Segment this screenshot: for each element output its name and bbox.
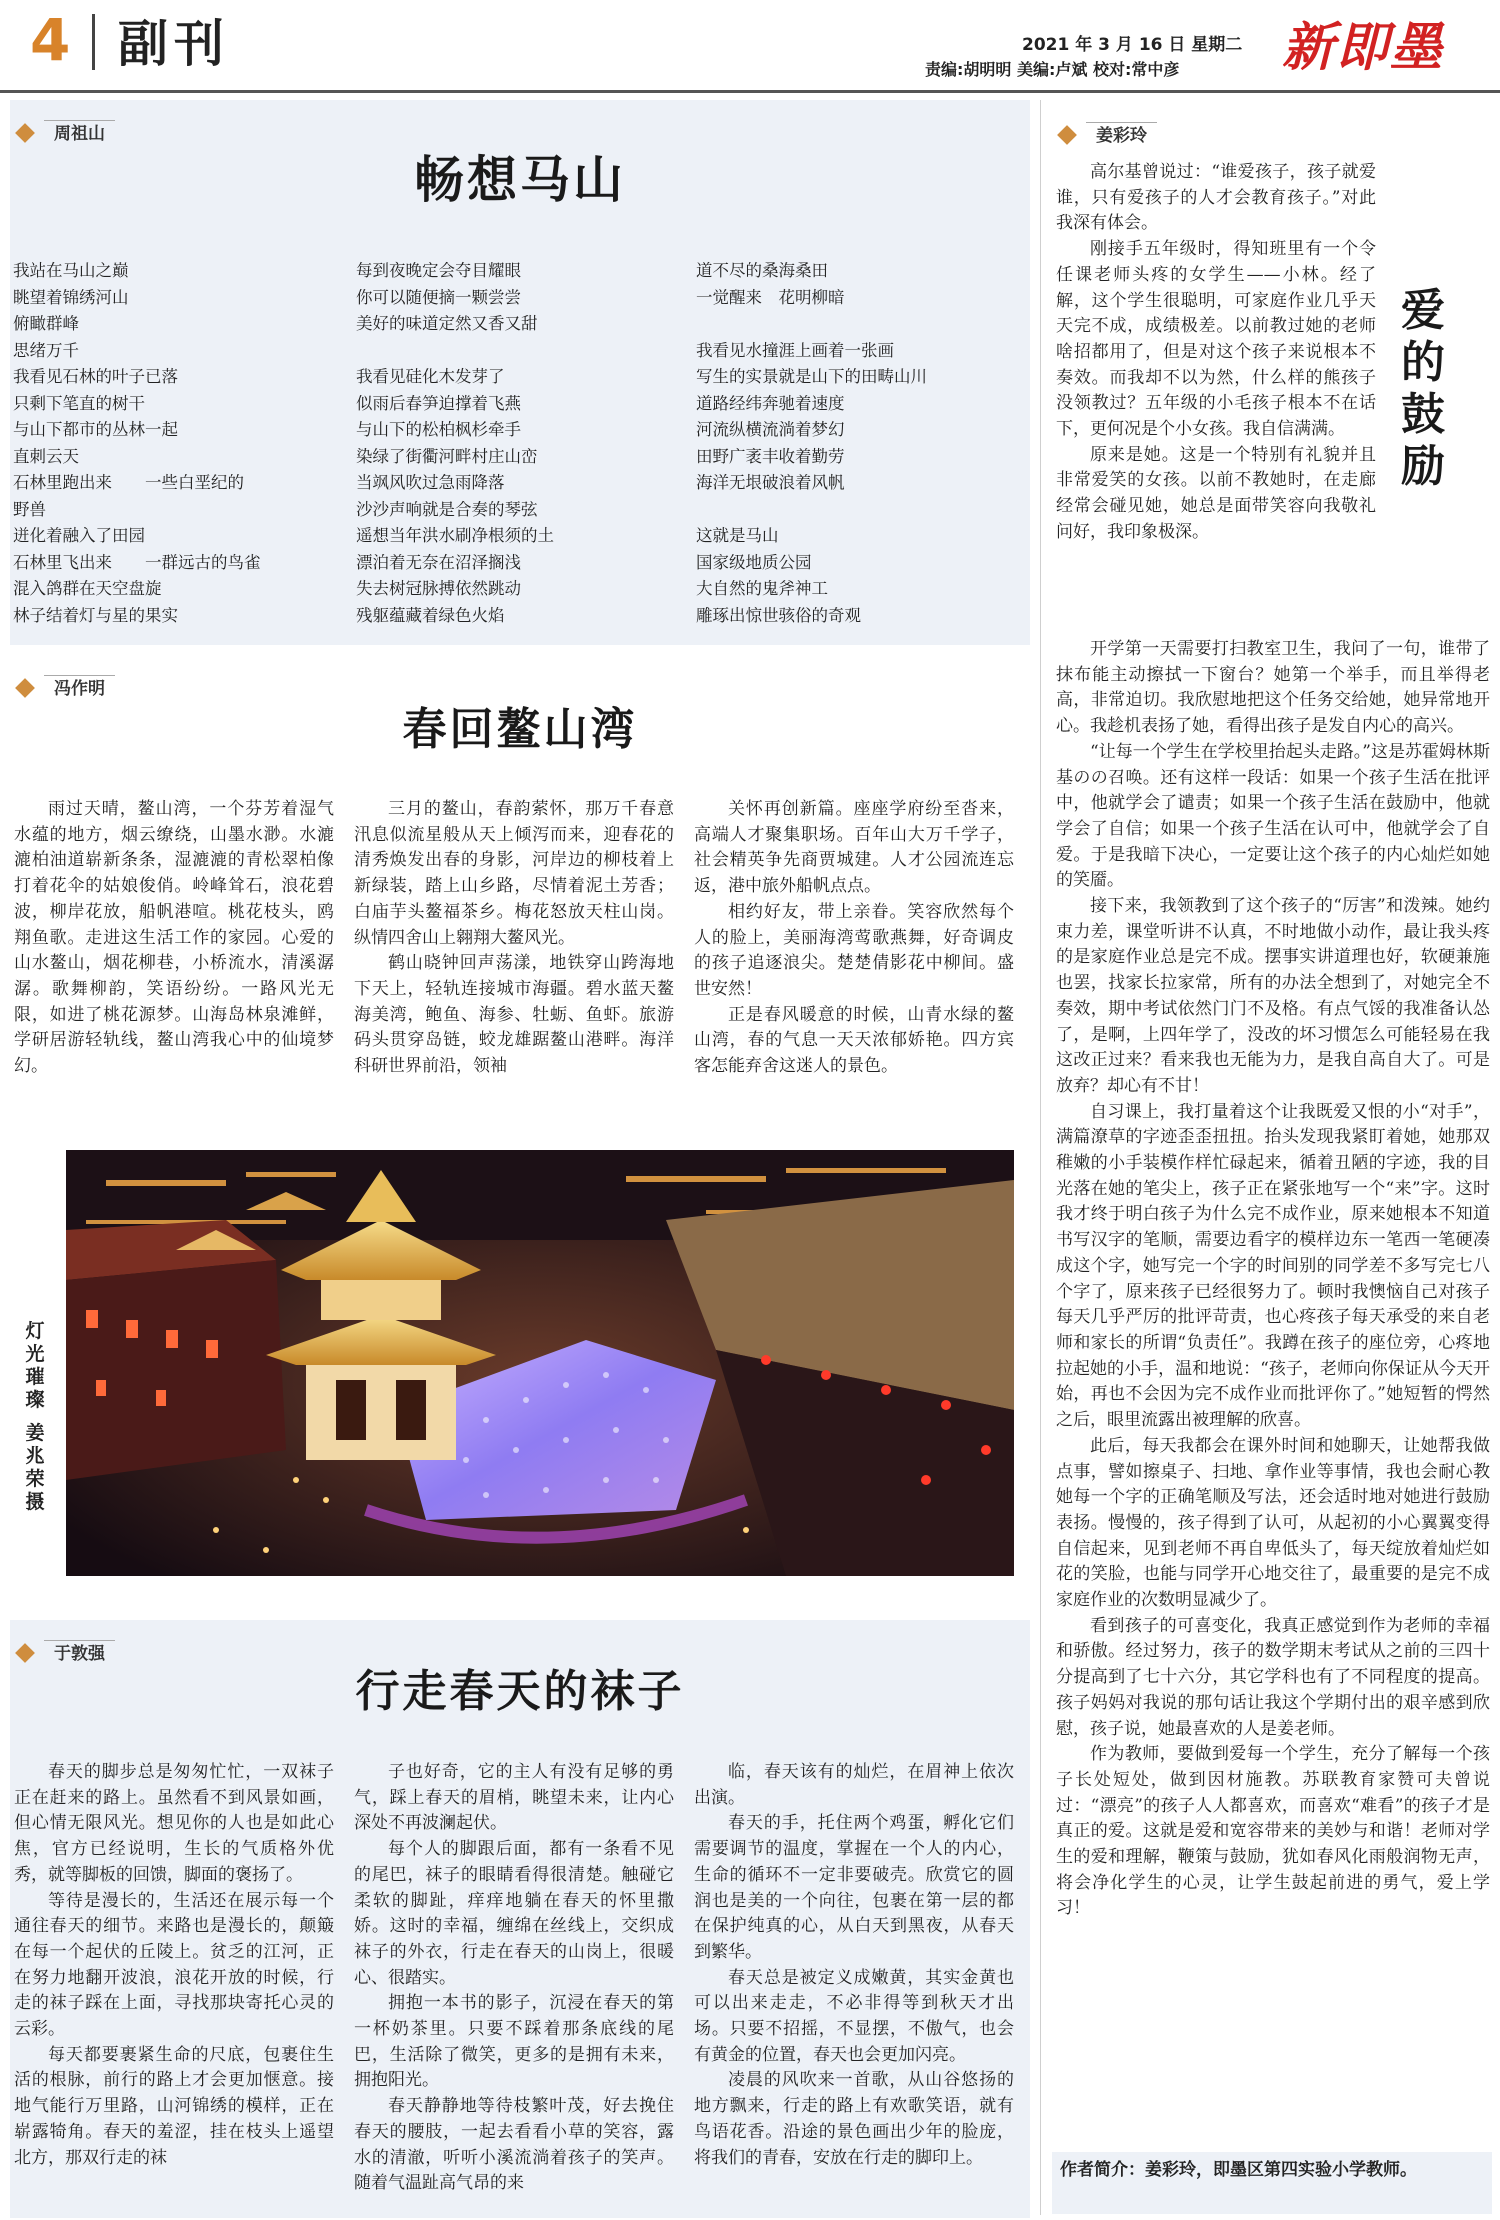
author-tag-spring [10, 673, 115, 703]
poem-line: 眺望着锦绣河山 [13, 287, 129, 307]
caption-credit: 姜兆荣 摄 [25, 1422, 64, 1513]
poem-line: 我看见石林的叶子已落 [13, 367, 178, 386]
column-rule [1040, 100, 1041, 2215]
paragraph: 凌晨的风吹来一首歌，从山谷悠扬的地方飘来，行走的路上有欢歌笑语，就有鸟语花香。沿途的景色画出少年的脸庞，将我们的青春，安放在行走的脚印上。 [694, 2070, 1014, 2168]
paragraph: 鹤山晓钟回声荡漾，地铁穿山跨海地下天上，轻轨连接城市海疆。碧水蓝天鳌海美湾，鲍鱼、海参、牡蛎、鱼虾。旅游码头贯穿岛链，蛟龙雄踞鳌山港畔。海洋科研世界前沿，领袖 [354, 953, 674, 1077]
poem-line: 海洋无垠破浪着风帆 [696, 473, 845, 492]
sock-column-3 [694, 1760, 1014, 2171]
spring-column-2 [354, 797, 674, 1080]
poem-line: 与山下的松柏枫杉牵手 [356, 420, 521, 439]
author-name: 周祖山 [44, 120, 115, 147]
poem-line: 思绪万千 [13, 340, 79, 360]
poem-column-3 [696, 258, 1026, 629]
author-tag-love [1052, 120, 1157, 150]
diamond-icon [15, 1643, 35, 1663]
sock-column-2 [354, 1760, 674, 2197]
poem-line: 每到夜晚定会夺目耀眼 [356, 261, 521, 280]
poem-line: 石林里飞出来 一群远古的鸟雀 [13, 552, 261, 572]
paragraph: 春天的脚步总是匆匆忙忙，一双袜子正在赶来的路上。虽然看不到风景如画，但心情无限风光。想见你的人也是如此心焦，官方已经说明，生长的气质格外优秀，就等脚板的回馈，脚面的褒扬了。 [14, 1762, 334, 1885]
photo-illustration [66, 1150, 1014, 1576]
sock-column-1 [14, 1760, 334, 2171]
poem-title: 畅想马山 [414, 151, 626, 209]
paragraph: 每个人的脚跟后面，都有一条看不见的尾巴，袜子的眼睛看得很清楚。触碰它柔软的脚趾，痒痒地躺在春天的怀里撒娇。这时的幸福，缠绵在丝线上，交织成袜子的外衣，行走在春天的山岗上，很暖心、很踏实。 [354, 1839, 674, 1988]
diamond-icon [15, 123, 35, 143]
poem-line: 河流纵横流淌着梦幻 [696, 420, 845, 439]
poem-line: 失去树冠脉搏依然跳动 [356, 579, 521, 598]
author-tag-poem [10, 118, 115, 148]
poem-line: 残躯蕴藏着绿色火焰 [356, 605, 505, 625]
paragraph: 三月的鳌山，春韵萦怀，那万千春意汛息似流星般从天上倾泻而来，迎春花的清秀焕发出春的身影，河岸边的柳枝着上新绿装，踏上山乡路，尽情着泥土芳香；白庙芋头鳌福茶乡。梅花怒放天柱山岗。纵情四舍山上翱翔大鳌风光。 [354, 799, 674, 948]
poem-line: 直刺云天 [13, 446, 79, 466]
diamond-icon [1057, 125, 1077, 145]
author-name: 冯作明 [44, 675, 115, 702]
poem-line: 道路经纬奔驰着速度 [696, 393, 845, 413]
poem-line: 大自然的鬼斧神工 [696, 579, 828, 598]
paragraph: 春天总是被定义成嫩黄，其实金黄也可以出来走走，不必非得等到秋天才出场。只要不招摇，不显摆，不傲气，也会有黄金的位置，春天也会更加闪亮。 [694, 1967, 1014, 2065]
poem-line: 道不尽的桑海桑田 [696, 261, 828, 280]
poem-line: 染绿了街衢河畔村庄山峦 [356, 446, 538, 466]
poem-line: 雕琢出惊世骇俗的奇观 [696, 605, 861, 625]
page-number: 4 [30, 6, 71, 74]
poem-line: 迸化着融入了田园 [13, 526, 145, 545]
paragraph: 正是春风暖意的时候，山青水绿的鳌山湾，春的气息一天天浓郁娇艳。四方宾客怎能弃舍这迷人的景色。 [694, 1004, 1014, 1077]
photo-caption [20, 1320, 64, 1514]
poem-line: 野兽 [13, 499, 46, 519]
paragraph: 高尔基曾说过：“谁爱孩子，孩子就爱谁，只有爱孩子的人才会教育孩子。”对此我深有体会。 [1056, 162, 1376, 234]
poem-line [696, 497, 1026, 524]
paragraph: 春天的手，托住两个鸡蛋，孵化它们需要调节的温度，掌握在一个人的内心，生命的循环不一定非要破壳。欣赏它的圆润也是美的一个向往，包裹在第一层的都在保护纯真的心，从白天到黑夜，从春天到繁华。 [694, 1813, 1014, 1962]
paragraph: 每天都要裹紧生命的尺底，包裹住生活的根脉，前行的路上才会更加惬意。接地气能行万里路，山河锦绣的模样，正在崭露犄角。春天的羞涩，挂在枝头上遥望北方，那双行走的袜 [14, 2044, 334, 2168]
author-bio: 作者简介：姜彩玲，即墨区第四实验小学教师。 [1060, 2160, 1417, 2180]
poem-line [356, 338, 686, 365]
poem-line: 我看见水撞涯上画着一张画 [696, 340, 894, 360]
poem-line: 俯瞰群峰 [13, 314, 79, 333]
love-title: 爱的鼓励 [1401, 285, 1445, 492]
newspaper-logo: 新即墨 [1282, 17, 1445, 78]
paragraph: 拥抱一本书的影子，沉浸在春天的第一杯奶茶里。只要不踩着那条底线的尾巴，生活除了微笑，更多的是拥有未来，拥抱阳光。 [354, 1993, 674, 2091]
poem-line: 遥想当年洪水刷净根须的土 [356, 526, 554, 545]
author-name: 姜彩玲 [1086, 122, 1157, 149]
paragraph: 临，春天该有的灿烂，在眉神上依次出演。 [694, 1762, 1014, 1808]
caption-title: 灯光璀璨 [25, 1320, 45, 1411]
paragraph: 相约好友，带上亲眷。笑容欣然每个人的脸上，美丽海湾莺歌燕舞，好奇调皮的孩子追逐浪尖。楚楚倩影花中柳间。盛世安然！ [694, 901, 1014, 999]
poem-line: 写生的实景就是山下的田畴山川 [696, 367, 927, 386]
paragraph: 看到孩子的可喜变化，我真正感觉到作为老师的幸福和骄傲。经过努力，孩子的数学期末考试从之前的三四十分提高到了七十六分，其它学科也有了不同程度的提高。孩子妈妈对我说的那句话让我这个学期付出的艰辛感到欣慰，孩子说，她最喜欢的人是姜老师。 [1056, 1615, 1490, 1739]
issue-date: 2021 年 3 月 16 日 星期二 [1022, 35, 1243, 55]
section-title: 副刊 [118, 15, 230, 73]
night-lantern-photo [66, 1150, 1014, 1576]
poem-line: 我看见硅化木发芽了 [356, 367, 505, 386]
author-name: 于敦强 [44, 1640, 115, 1667]
poem-line: 与山下都市的丛林一起 [13, 420, 178, 439]
paragraph: 子也好奇，它的主人有没有足够的勇气，踩上春天的眉梢，眺望未来，让内心深处不再波澜起伏。 [354, 1762, 674, 1834]
editor-credits: 责编:胡明明 美编:卢斌 校对:常中彦 [925, 60, 1180, 79]
poem-column-2 [356, 258, 686, 629]
header-divider [92, 14, 95, 70]
paragraph: 自习课上，我打量着这个让我既爱又恨的小“对手”，满篇潦草的字迹歪歪扭扭。抬头发现我紧盯着她，她那双稚嫩的小手装模作样忙碌起来，循着丑陋的字迹，我的目光落在她的笔尖上，孩子正在紧张地写一个“来”字。这时我才终于明白孩子为什么完不成作业，原来她根本不知道书写汉字的笔顺，需要边看字的模样边东一笔西一笔硬凑成这个字，她写完一个字的时间别的同学差不多写完七八个字了，原来孩子已经很努力了。顿时我懊恼自己对孩子每天几乎严厉的批评苛责，也心疼孩子每天承受的来自老师和家长的所谓“负责任”。我蹲在孩子的座位旁，心疼地拉起她的小手，温和地说：“孩子，老师向你保证从今天开始，再也不会因为完不成作业而批评你了。”她短暂的愕然之后，眼里流露出被理解的欣喜。 [1056, 1101, 1490, 1431]
paragraph: 此后，每天我都会在课外时间和她聊天，让她帮我做点事，譬如擦桌子、扫地、拿作业等事情，我也会耐心教她每一个字的正确笔顺及写法，还会适时地对她进行鼓励表扬。慢慢的，孩子得到了认可，从起初的小心翼翼变得自信起来，见到老师不再自卑低头了，每天绽放着灿烂如花的笑脸，也能与同学开心地交往了，最重要的是完不成家庭作业的次数明显减少了。 [1056, 1435, 1490, 1611]
paragraph: 雨过天晴，鳌山湾，一个芬芳着湿气水蕴的地方，烟云缭绕，山墨水渺。水漉漉柏油道崭新条条，湿漉漉的青松翠柏像打着花伞的姑娘俊俏。岭峰耸石，浪花碧波，柳岸花放，船帆港喧。桃花枝头，鸥翔鱼歌。走进这生活工作的家园。心爱的山水鳌山，烟花柳巷，小桥流水，清溪潺潺。歌舞柳韵，笑语纷纷。一路风光无限，如进了桃花源梦。山海岛林泉滩鲜，学研居游轻轨线，鳌山湾我心中的仙境梦幻。 [14, 799, 334, 1077]
poem-column-1 [13, 258, 343, 629]
poem-line: 田野广袤丰收着勤劳 [696, 446, 845, 466]
poem-line: 似雨后春笋迫撑着飞燕 [356, 393, 521, 413]
paragraph: 春天静静地等待枝繁叶茂，好去挽住春天的腰肢，一起去看看小草的笑容，露水的清澈，听听小溪流淌着孩子的笑声。随着气温趾高气昂的来 [354, 2096, 674, 2194]
poem-line: 这就是马山 [696, 526, 779, 545]
sock-title: 行走春天的袜子 [355, 1666, 685, 1717]
paragraph: 等待是漫长的，生活还在展示每一个通往春天的细节。来路也是漫长的，颠簸在每一个起伏的丘陵上。贫乏的江河，正在努力地翻开波浪，浪花开放的时候，行走的袜子踩在上面，寻找那块寄托心灵的云彩。 [14, 1890, 334, 2040]
spring-column-1 [14, 797, 334, 1080]
poem-line: 美好的味道定然又香又甜 [356, 314, 538, 333]
poem-line: 林子结着灯与星的果实 [13, 605, 178, 625]
poem-line: 只剩下笔直的树干 [13, 393, 145, 413]
poem-line: 石林里跑出来 一些白垩纪的 [13, 473, 244, 492]
poem-line [696, 311, 1026, 338]
poem-line: 我站在马山之巅 [13, 261, 129, 280]
love-body-column [1056, 637, 1490, 1922]
poem-line: 漂泊着无奈在沼泽搁浅 [356, 552, 521, 572]
poem-line: 一觉醒来 花明柳暗 [696, 287, 845, 307]
poem-line: 你可以随便摘一颗尝尝 [356, 287, 521, 307]
poem-line: 沙沙声响就是合奏的琴弦 [356, 499, 538, 519]
paragraph: 开学第一天需要打扫教室卫生，我问了一句，谁带了抹布能主动擦拭一下窗台？她第一个举手，而且举得老高，非常迫切。我欣慰地把这个任务交给她，她异常地开心。我趁机表扬了她，看得出孩子是发自内心的高兴。 [1056, 639, 1490, 737]
paragraph: 接下来，我领教到了这个孩子的“厉害”和泼辣。她约束力差，课堂听讲不认真，不时地做小动作，最让我头疼的是家庭作业总是完不成。摆事实讲道理也好，软硬兼施也罢，找家长拉家常，所有的办法全想到了，对她完全不奏效，期中考试依然门门不及格。有点气馁的我准备认怂了，是啊，上四年学了，没改的坏习惯怎么可能轻易在我这改正过来？看来我也无能为力，是我自高自大了。可是放弃？却心有不甘！ [1056, 896, 1490, 1096]
love-intro-column [1056, 160, 1376, 546]
spring-title: 春回鳌山湾 [402, 704, 638, 755]
poem-line: 当飒风吹过急雨降落 [356, 473, 505, 492]
spring-column-3 [694, 797, 1014, 1080]
poem-line: 混入鸽群在天空盘旋 [13, 579, 162, 598]
paragraph: “让每一个学生在学校里抬起头走路。”这是苏霍姆林斯基のの召唤。还有这样一段话：如果一个孩子生活在批评中，他就学会了谴责；如果一个孩子生活在鼓励中，他就学会了自信；如果一个孩子生活在认可中，他就学会了自爱。于是我暗下决心，一定要让这个孩子的内心灿烂如她的笑靥。 [1056, 741, 1490, 891]
diamond-icon [15, 678, 35, 698]
paragraph: 关怀再创新篇。座座学府纷至沓来，高端人才聚集职场。百年山大万千学子，社会精英争先商贾城建。人才公园流连忘返，港中旅外船帆点点。 [694, 799, 1014, 897]
paragraph: 作为教师，要做到爱每一个学生，充分了解每一个孩子长处短处，做到因材施教。苏联教育家赞可夫曾说过：“漂亮”的孩子人人都喜欢，而喜欢“难看”的孩子才是真正的爱。这就是爱和宽容带来的美妙与和谐！老师对学生的爱和理解，鞭策与鼓励，犹如春风化雨般润物无声，将会净化学生的心灵，让学生鼓起前进的勇气，爱上学习！ [1056, 1744, 1490, 1919]
paragraph: 刚接手五年级时，得知班里有一个令任课老师头疼的女学生——小林。经了解，这个学生很聪明，可家庭作业几乎天天完不成，成绩极差。以前教过她的老师啥招都用了，但是对这个孩子来说根本不奏效。而我却不以为然，什么样的熊孩子没领教过？五年级的小毛孩子根本不在话下，更何况是个小女孩。我自信满满。 [1056, 239, 1376, 440]
poem-line: 国家级地质公园 [696, 552, 812, 572]
header-rule [0, 90, 1500, 93]
paragraph: 原来是她。这是一个特别有礼貌并且非常爱笑的女孩。以前不教她时，在走廊经常会碰见她，她总是面带笑容向我敬礼问好，我印象极深。 [1056, 444, 1376, 542]
